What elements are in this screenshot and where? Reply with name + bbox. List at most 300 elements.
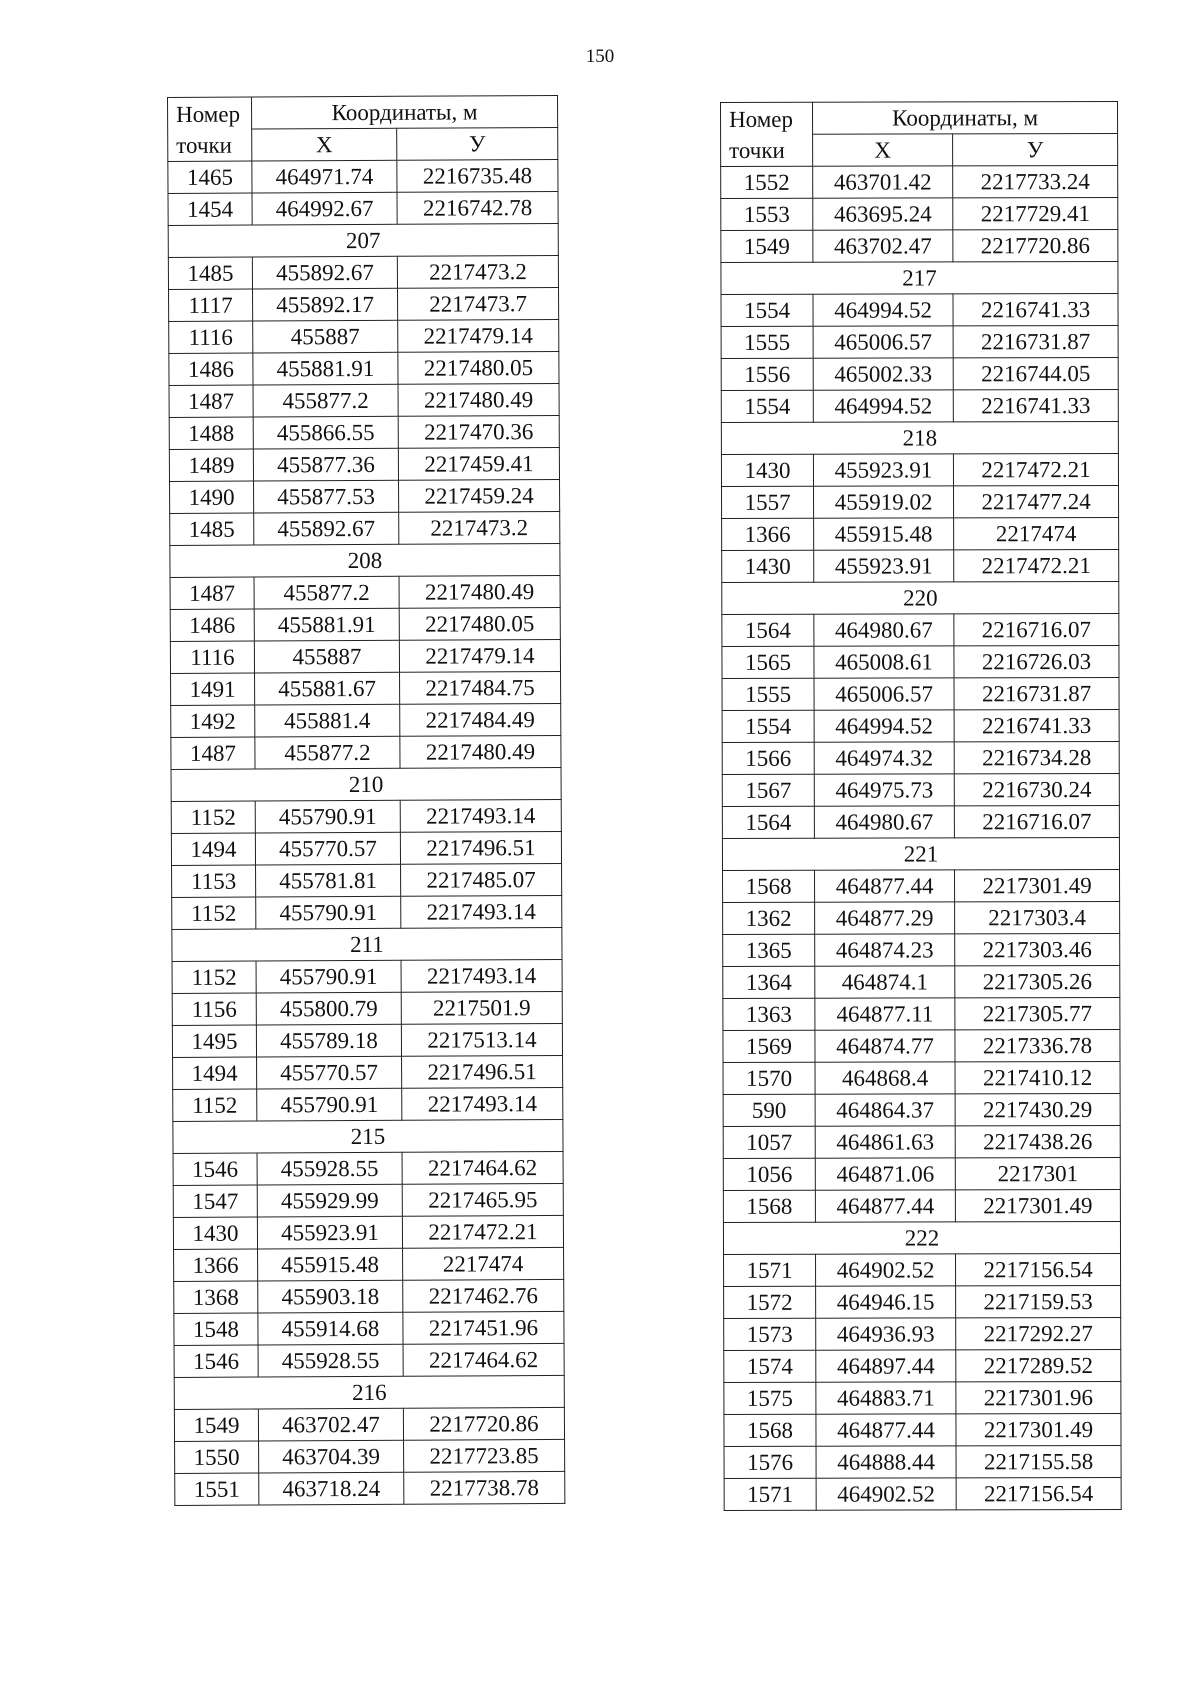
y-coordinate-cell: 2217156.54 [956, 1477, 1121, 1509]
point-number-cell: 1551 [175, 1473, 259, 1505]
table-row [723, 1189, 1120, 1222]
table-row [723, 1029, 1120, 1062]
table-body [721, 165, 1122, 1510]
point-number-cell: 1550 [175, 1441, 259, 1473]
point-number-header-line1: Номер [729, 106, 794, 132]
x-coordinate-cell: 464994.52 [813, 294, 953, 326]
x-coordinate-cell: 455800.79 [256, 992, 401, 1025]
point-number-header-line1: Номер [176, 101, 241, 127]
y-coordinate-cell: 2217336.78 [955, 1029, 1120, 1061]
table-row [173, 1151, 563, 1185]
point-number-cell: 1548 [174, 1313, 258, 1345]
point-number-cell: 1490 [170, 481, 254, 513]
point-number-cell: 1486 [169, 353, 253, 385]
point-number-cell: 1487 [170, 577, 254, 609]
table-row [723, 869, 1120, 902]
x-coordinate-cell: 464877.29 [815, 902, 955, 934]
x-coordinate-cell: 455887 [254, 640, 399, 673]
x-coordinate-cell: 455881.67 [255, 672, 400, 705]
table-row [721, 357, 1118, 390]
x-coordinate-cell: 455790.91 [255, 800, 400, 833]
x-coordinate-cell: 455919.02 [814, 486, 954, 518]
group-label: 217 [721, 261, 1118, 294]
point-number-cell: 1489 [169, 449, 253, 481]
y-coordinate-cell: 2216744.05 [953, 357, 1118, 389]
table-row [724, 1445, 1121, 1478]
point-number-cell: 1565 [722, 646, 814, 678]
coordinates-header: Координаты, м [813, 101, 1118, 134]
table-row [173, 1087, 563, 1121]
y-coordinate-cell: 2217472.21 [953, 453, 1118, 485]
table-row [723, 933, 1120, 966]
point-number-cell: 1555 [721, 326, 813, 358]
table-row [174, 1247, 564, 1281]
x-coordinate-cell: 455915.48 [258, 1248, 403, 1281]
y-coordinate-cell: 2216730.24 [954, 773, 1119, 805]
y-coordinate-cell: 2217720.86 [953, 229, 1118, 261]
y-coordinate-cell: 2217459.41 [398, 447, 559, 480]
point-number-cell: 1362 [723, 902, 815, 934]
y-coordinate-cell: 2217473.2 [399, 511, 560, 544]
group-row [722, 837, 1119, 870]
y-coordinate-cell: 2217474 [954, 517, 1119, 549]
page-number: 150 [585, 46, 615, 67]
table-row [172, 863, 562, 897]
x-coordinate-cell: 464874.1 [815, 966, 955, 998]
point-number-cell: 1568 [724, 1414, 816, 1446]
y-coordinate-cell: 2217480.05 [399, 607, 560, 640]
table-row [724, 1317, 1121, 1350]
y-coordinate-cell: 2217473.7 [398, 287, 559, 320]
x-coordinate-cell: 463702.47 [258, 1408, 403, 1441]
point-number-cell: 1546 [173, 1153, 257, 1185]
table-row [174, 1279, 564, 1313]
point-number-cell: 1555 [722, 678, 814, 710]
y-coordinate-cell: 2217451.96 [403, 1311, 564, 1344]
x-coordinate-cell: 455877.36 [253, 448, 398, 481]
table-row [722, 485, 1119, 518]
x-coordinate-cell: 455903.18 [258, 1280, 403, 1313]
x-coordinate-cell: 455790.91 [257, 1088, 402, 1121]
table-row [722, 805, 1119, 838]
table-header [168, 95, 558, 161]
table-row [722, 613, 1119, 646]
point-number-cell: 590 [723, 1094, 815, 1126]
group-label: 220 [722, 581, 1119, 614]
y-coordinate-cell: 2217438.26 [955, 1125, 1120, 1157]
y-column-header: У [953, 133, 1118, 165]
table-row [170, 479, 560, 513]
x-coordinate-cell: 463701.42 [813, 166, 953, 198]
y-coordinate-cell: 2217472.21 [402, 1215, 563, 1248]
x-coordinate-cell: 455789.18 [256, 1024, 401, 1057]
y-coordinate-cell: 2217464.62 [402, 1151, 563, 1184]
x-coordinate-cell: 464980.67 [814, 806, 954, 838]
table-row [173, 1055, 563, 1089]
y-coordinate-cell: 2217493.14 [402, 1087, 563, 1120]
y-coordinate-cell: 2217301.49 [956, 1413, 1121, 1445]
x-coordinate-cell: 465006.57 [813, 326, 953, 358]
table-row [721, 453, 1118, 486]
table-row [722, 645, 1119, 678]
x-coordinate-cell: 464868.4 [815, 1062, 955, 1094]
point-number-cell: 1494 [173, 1057, 257, 1089]
x-coordinate-cell: 455877.53 [254, 480, 399, 513]
point-number-cell: 1557 [722, 486, 814, 518]
table-row [721, 197, 1118, 230]
table-row [170, 575, 560, 609]
y-coordinate-cell: 2217493.14 [401, 959, 562, 992]
point-number-cell: 1554 [722, 710, 814, 742]
y-coordinate-cell: 2217301.49 [955, 869, 1120, 901]
point-number-cell: 1152 [172, 961, 256, 993]
x-coordinate-cell: 455892.67 [254, 512, 399, 545]
y-coordinate-cell: 2217479.14 [399, 639, 560, 672]
table-row [169, 383, 559, 417]
y-coordinate-cell: 2217156.54 [956, 1253, 1121, 1285]
table-row [723, 965, 1120, 998]
point-number-cell: 1574 [724, 1350, 816, 1382]
x-coordinate-cell: 455915.48 [814, 518, 954, 550]
coordinates-table-left [167, 95, 565, 1506]
x-coordinate-cell: 464902.52 [816, 1478, 956, 1510]
point-number-cell: 1153 [172, 865, 256, 897]
group-row [722, 581, 1119, 614]
x-coordinate-cell: 464877.44 [815, 1190, 955, 1222]
y-coordinate-cell: 2216741.33 [953, 293, 1118, 325]
table-row [173, 1183, 563, 1217]
table-row [721, 389, 1118, 422]
x-coordinate-cell: 465006.57 [814, 678, 954, 710]
x-coordinate-cell: 465002.33 [813, 358, 953, 390]
point-number-cell: 1564 [722, 806, 814, 838]
y-coordinate-cell: 2216716.07 [954, 805, 1119, 837]
table-row [170, 511, 560, 545]
y-coordinate-cell: 2217480.49 [398, 383, 559, 416]
x-coordinate-cell: 455877.2 [254, 576, 399, 609]
point-number-cell: 1366 [722, 518, 814, 550]
group-label: 222 [723, 1221, 1120, 1254]
point-number-cell: 1573 [724, 1318, 816, 1350]
table-row [724, 1253, 1121, 1286]
y-coordinate-cell: 2217301.49 [955, 1189, 1120, 1221]
x-coordinate-cell: 464861.63 [815, 1126, 955, 1158]
table-row [174, 1407, 564, 1441]
y-coordinate-cell: 2217465.95 [402, 1183, 563, 1216]
point-number-cell: 1554 [721, 390, 813, 422]
table-row [724, 1413, 1121, 1446]
x-coordinate-cell: 455877.2 [255, 736, 400, 769]
coordinates-table-right [720, 101, 1122, 1511]
table-row [722, 741, 1119, 774]
point-number-cell: 1549 [721, 230, 813, 262]
table-row [721, 293, 1118, 326]
point-number-cell: 1491 [171, 673, 255, 705]
group-row [170, 543, 560, 577]
y-coordinate-cell: 2217513.14 [401, 1023, 562, 1056]
y-coordinate-cell: 2217485.07 [401, 863, 562, 896]
group-label: 211 [172, 927, 562, 961]
group-label: 216 [174, 1375, 564, 1409]
y-column-header: У [397, 127, 558, 160]
x-coordinate-cell: 455866.55 [253, 416, 398, 449]
y-coordinate-cell: 2217493.14 [400, 799, 561, 832]
x-coordinate-cell: 464874.23 [815, 934, 955, 966]
y-coordinate-cell: 2217477.24 [954, 485, 1119, 517]
x-coordinate-cell: 464897.44 [816, 1350, 956, 1382]
y-coordinate-cell: 2217484.49 [400, 703, 561, 736]
x-coordinate-cell: 463718.24 [259, 1472, 404, 1505]
x-column-header: X [252, 128, 397, 161]
group-row [172, 927, 562, 961]
table-row [722, 677, 1119, 710]
x-coordinate-cell: 463695.24 [813, 198, 953, 230]
x-coordinate-cell: 464877.44 [816, 1414, 956, 1446]
point-number-cell: 1485 [168, 257, 252, 289]
x-coordinate-cell: 464888.44 [816, 1446, 956, 1478]
y-coordinate-cell: 2217292.27 [956, 1317, 1121, 1349]
table-row [171, 831, 561, 865]
x-coordinate-cell: 464877.11 [815, 998, 955, 1030]
x-coordinate-cell: 455790.91 [256, 960, 401, 993]
group-row [721, 421, 1118, 454]
group-label: 221 [722, 837, 1119, 870]
group-label: 210 [171, 767, 561, 801]
x-coordinate-cell: 455923.91 [813, 454, 953, 486]
point-number-cell: 1492 [171, 705, 255, 737]
group-label: 208 [170, 543, 560, 577]
group-label: 218 [721, 421, 1118, 454]
y-coordinate-cell: 2217289.52 [956, 1349, 1121, 1381]
x-coordinate-cell: 455923.91 [814, 550, 954, 582]
point-number-cell: 1365 [723, 934, 815, 966]
point-number-header-line2: точки [176, 132, 233, 158]
table-row [723, 997, 1120, 1030]
x-coordinate-cell: 464974.32 [814, 742, 954, 774]
point-number-cell: 1056 [723, 1158, 815, 1190]
point-number-cell: 1568 [723, 1190, 815, 1222]
y-coordinate-cell: 2217493.14 [401, 895, 562, 928]
table-row [168, 255, 558, 289]
table-row [173, 1215, 563, 1249]
y-coordinate-cell: 2217301 [955, 1157, 1120, 1189]
table-row [724, 1285, 1121, 1318]
y-coordinate-cell: 2217484.75 [400, 671, 561, 704]
x-coordinate-cell: 464946.15 [816, 1286, 956, 1318]
table-row [169, 351, 559, 385]
y-coordinate-cell: 2217480.49 [400, 735, 561, 768]
x-coordinate-cell: 455781.81 [256, 864, 401, 897]
x-coordinate-cell: 455881.4 [255, 704, 400, 737]
table-row [171, 735, 561, 769]
group-row [721, 261, 1118, 294]
table-row [724, 1349, 1121, 1382]
point-number-cell: 1364 [723, 966, 815, 998]
point-number-cell: 1571 [724, 1254, 816, 1286]
x-coordinate-cell: 455881.91 [253, 352, 398, 385]
point-number-cell: 1567 [722, 774, 814, 806]
x-coordinate-cell: 455923.91 [257, 1216, 402, 1249]
point-number-cell: 1430 [173, 1217, 257, 1249]
x-coordinate-cell: 464994.52 [813, 390, 953, 422]
x-coordinate-cell: 455790.91 [256, 896, 401, 929]
y-coordinate-cell: 2216741.33 [953, 389, 1118, 421]
point-number-cell: 1495 [172, 1025, 256, 1057]
x-coordinate-cell: 455892.17 [253, 288, 398, 321]
x-column-header: X [813, 134, 953, 166]
x-coordinate-cell: 455928.55 [258, 1344, 403, 1377]
point-number-cell: 1549 [174, 1409, 258, 1441]
x-coordinate-cell: 464883.71 [816, 1382, 956, 1414]
coordinates-header: Координаты, м [252, 95, 558, 129]
table-row [169, 447, 559, 481]
y-coordinate-cell: 2217723.85 [404, 1439, 565, 1472]
point-number-cell: 1487 [169, 385, 253, 417]
y-coordinate-cell: 2217480.49 [399, 575, 560, 608]
y-coordinate-cell: 2217430.29 [955, 1093, 1120, 1125]
table-row [168, 159, 558, 193]
point-number-cell: 1488 [169, 417, 253, 449]
table-row [721, 229, 1118, 262]
x-coordinate-cell: 455770.57 [257, 1056, 402, 1089]
y-coordinate-cell: 2217303.4 [955, 901, 1120, 933]
group-row [174, 1375, 564, 1409]
table-row [722, 517, 1119, 550]
point-number-cell: 1057 [723, 1126, 815, 1158]
table-row [721, 165, 1118, 198]
point-number-cell: 1430 [721, 454, 813, 486]
point-number-cell: 1152 [172, 897, 256, 929]
y-coordinate-cell: 2217729.41 [953, 197, 1118, 229]
x-coordinate-cell: 463704.39 [259, 1440, 404, 1473]
x-coordinate-cell: 464994.52 [814, 710, 954, 742]
point-number-cell: 1366 [174, 1249, 258, 1281]
x-coordinate-cell: 464936.93 [816, 1318, 956, 1350]
point-number-cell: 1572 [724, 1286, 816, 1318]
y-coordinate-cell: 2217473.2 [397, 255, 558, 288]
x-coordinate-cell: 455928.55 [257, 1152, 402, 1185]
table-row [722, 709, 1119, 742]
table-row [172, 1023, 562, 1057]
point-number-cell: 1556 [721, 358, 813, 390]
group-row [168, 223, 558, 257]
table-row [171, 671, 561, 705]
table-row [721, 325, 1118, 358]
y-coordinate-cell: 2217305.26 [955, 965, 1120, 997]
x-coordinate-cell: 455914.68 [258, 1312, 403, 1345]
table-row [170, 607, 560, 641]
table-row [723, 1157, 1120, 1190]
table-row [724, 1381, 1121, 1414]
x-coordinate-cell: 464971.74 [252, 160, 397, 193]
y-coordinate-cell: 2216726.03 [954, 645, 1119, 677]
x-coordinate-cell: 464864.37 [815, 1094, 955, 1126]
table-row [169, 287, 559, 321]
x-coordinate-cell: 464871.06 [815, 1158, 955, 1190]
point-number-cell: 1546 [174, 1345, 258, 1377]
y-coordinate-cell: 2216731.87 [953, 325, 1118, 357]
y-coordinate-cell: 2217733.24 [953, 165, 1118, 197]
point-number-cell: 1554 [721, 294, 813, 326]
y-coordinate-cell: 2216735.48 [397, 159, 558, 192]
x-coordinate-cell: 464975.73 [814, 774, 954, 806]
x-coordinate-cell: 455877.2 [253, 384, 398, 417]
x-coordinate-cell: 455929.99 [257, 1184, 402, 1217]
table-row [172, 895, 562, 929]
point-number-cell: 1564 [722, 614, 814, 646]
point-number-cell: 1465 [168, 161, 252, 193]
table-row [722, 773, 1119, 806]
table-row [724, 1477, 1121, 1510]
point-number-cell: 1486 [170, 609, 254, 641]
x-coordinate-cell: 464874.77 [815, 1030, 955, 1062]
y-coordinate-cell: 2216742.78 [397, 191, 558, 224]
y-coordinate-cell: 2217470.36 [398, 415, 559, 448]
point-number-cell: 1430 [722, 550, 814, 582]
group-row [171, 767, 561, 801]
point-number-cell: 1156 [172, 993, 256, 1025]
table-row [723, 1061, 1120, 1094]
point-number-cell: 1566 [722, 742, 814, 774]
x-coordinate-cell: 455887 [253, 320, 398, 353]
x-coordinate-cell: 465008.61 [814, 646, 954, 678]
y-coordinate-cell: 2217738.78 [404, 1471, 565, 1504]
table-row [171, 799, 561, 833]
table-row [175, 1439, 565, 1473]
y-coordinate-cell: 2216741.33 [954, 709, 1119, 741]
table-row [174, 1343, 564, 1377]
x-coordinate-cell: 463702.47 [813, 230, 953, 262]
y-coordinate-cell: 2217720.86 [403, 1407, 564, 1440]
y-coordinate-cell: 2217496.51 [402, 1055, 563, 1088]
table-row [723, 901, 1120, 934]
y-coordinate-cell: 2216734.28 [954, 741, 1119, 773]
point-number-cell: 1552 [721, 166, 813, 198]
table-body [168, 159, 565, 1505]
table-row [722, 549, 1119, 582]
x-coordinate-cell: 464980.67 [814, 614, 954, 646]
y-coordinate-cell: 2217474 [403, 1247, 564, 1280]
x-coordinate-cell: 464992.67 [252, 192, 397, 225]
point-number-header-line2: точки [729, 137, 785, 163]
point-number-header [168, 97, 252, 161]
y-coordinate-cell: 2217303.46 [955, 933, 1120, 965]
point-number-cell: 1547 [173, 1185, 257, 1217]
table-row [170, 639, 560, 673]
point-number-cell: 1363 [723, 998, 815, 1030]
table-row [723, 1125, 1120, 1158]
y-coordinate-cell: 2217501.9 [401, 991, 562, 1024]
x-coordinate-cell: 455881.91 [254, 608, 399, 641]
x-coordinate-cell: 455892.67 [252, 256, 397, 289]
x-coordinate-cell: 464902.52 [816, 1254, 956, 1286]
table-row [172, 959, 562, 993]
point-number-cell: 1485 [170, 513, 254, 545]
table-row [172, 991, 562, 1025]
table-row [169, 415, 559, 449]
y-coordinate-cell: 2217155.58 [956, 1445, 1121, 1477]
x-coordinate-cell: 455770.57 [255, 832, 400, 865]
table-header [721, 101, 1118, 166]
table-row [171, 703, 561, 737]
point-number-cell: 1569 [723, 1030, 815, 1062]
group-label: 215 [173, 1119, 563, 1153]
point-number-cell: 1152 [171, 801, 255, 833]
point-number-cell: 1570 [723, 1062, 815, 1094]
point-number-header [721, 102, 813, 166]
table-row [174, 1311, 564, 1345]
point-number-cell: 1553 [721, 198, 813, 230]
